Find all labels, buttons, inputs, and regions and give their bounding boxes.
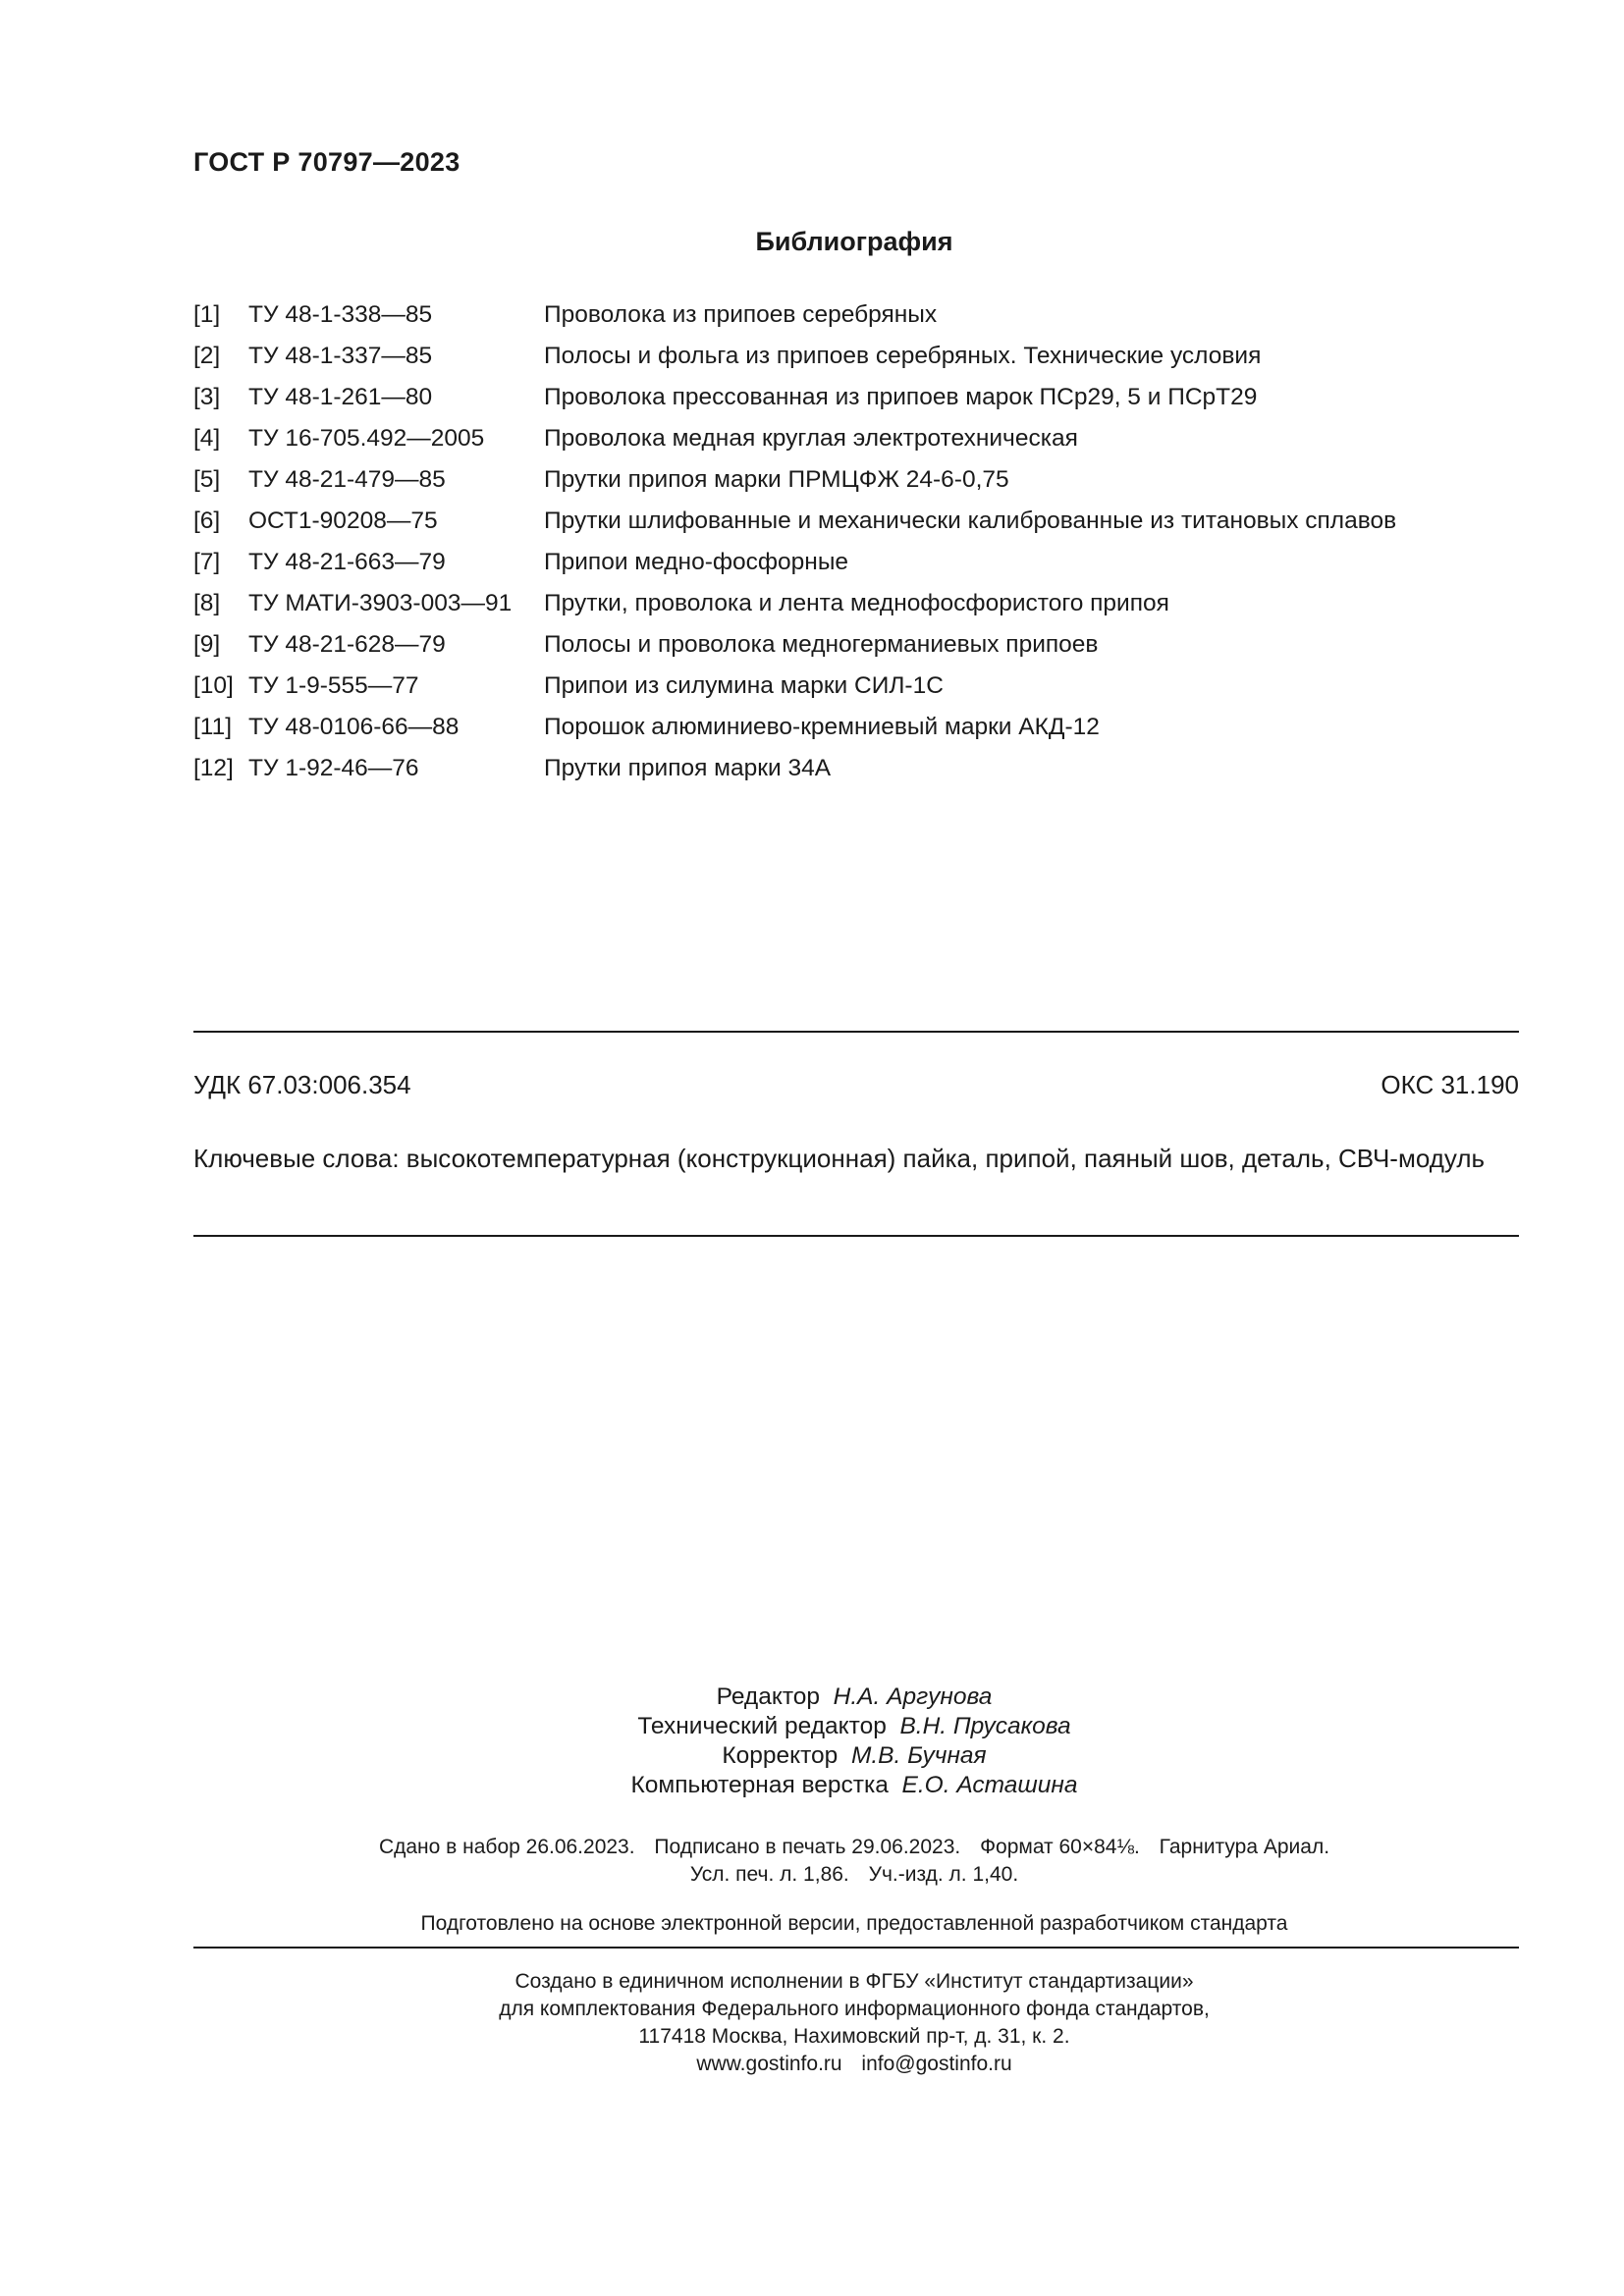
print-format: Формат 60×84⅛. bbox=[980, 1836, 1140, 1858]
bibliography-item-number: [4] bbox=[193, 425, 221, 452]
bibliography-item-title: Припои из силумина марки СИЛ-1С bbox=[544, 672, 944, 699]
bibliography-item-title: Проволока из припоев серебряных bbox=[544, 301, 938, 328]
bibliography-item-code: ТУ 48-1-261—80 bbox=[248, 384, 433, 410]
credit-name: В.Н. Прусакова bbox=[899, 1713, 1071, 1739]
bibliography-item-code: ТУ 48-21-628—79 bbox=[248, 631, 446, 658]
bibliography-item-title: Прутки припоя марки 34А bbox=[544, 755, 832, 781]
bibliography-item-code: ТУ 48-0106-66—88 bbox=[248, 714, 460, 740]
bibliography-item-code: ТУ 48-21-663—79 bbox=[248, 549, 446, 575]
bibliography-item bbox=[193, 546, 1519, 587]
bibliography-item-number: [8] bbox=[193, 590, 221, 616]
publisher-website-link[interactable]: www.gostinfo.ru bbox=[696, 2053, 842, 2075]
print-info-line2 bbox=[0, 1861, 1624, 1889]
bibliography-item bbox=[193, 587, 1519, 628]
oks-code: ОКС 31.190 bbox=[1380, 1070, 1519, 1099]
bibliography-item bbox=[193, 752, 1519, 793]
credit-label: Технический редактор bbox=[637, 1713, 887, 1739]
publisher-line3: 117418 Москва, Нахимовский пр-т, д. 31, к. 2. bbox=[638, 2025, 1070, 2048]
print-printed-sheets: Усл. печ. л. 1,86. bbox=[689, 1863, 849, 1886]
bibliography-item-title: Полосы и проволока медногерманиевых припоев bbox=[544, 631, 1099, 658]
bibliography-item bbox=[193, 669, 1519, 711]
credit-label: Редактор bbox=[716, 1683, 821, 1710]
credit-label: Компьютерная верстка bbox=[630, 1772, 889, 1798]
credit-editor bbox=[0, 1682, 1624, 1712]
bibliography-item-code: ТУ 1-92-46—76 bbox=[248, 755, 419, 781]
credit-proofreader bbox=[0, 1741, 1624, 1771]
udk-code: УДК 67.03:006.354 bbox=[193, 1070, 411, 1099]
bibliography-item-number: [11] bbox=[193, 714, 233, 740]
bibliography-item-title: Прутки, проволока и лента меднофосфористого припоя bbox=[544, 590, 1169, 616]
bibliography-item bbox=[193, 628, 1519, 669]
bibliography-item-title: Припои медно-фосфорные bbox=[544, 549, 849, 575]
bibliography-item-title: Порошок алюминиево-кремниевый марки АКД-12 bbox=[544, 714, 1100, 740]
divider-bottom bbox=[193, 1947, 1519, 1949]
bibliography-item-code: ТУ 48-1-337—85 bbox=[248, 343, 433, 369]
print-signed: Подписано в печать 29.06.2023. bbox=[654, 1836, 961, 1858]
bibliography-item-number: [9] bbox=[193, 631, 221, 658]
credit-name: М.В. Бучная bbox=[850, 1742, 987, 1769]
print-info-line1 bbox=[0, 1834, 1624, 1861]
bibliography-item-title: Проволока прессованная из припоев марок ПСр29, 5 и ПСрТ29 bbox=[544, 384, 1258, 410]
bibliography-item-number: [6] bbox=[193, 507, 221, 534]
bibliography-item bbox=[193, 463, 1519, 505]
credit-layout bbox=[0, 1771, 1624, 1800]
bibliography-item-number: [12] bbox=[193, 755, 234, 781]
bibliography-item-code: ТУ 48-1-338—85 bbox=[248, 301, 433, 328]
bibliography-item bbox=[193, 381, 1519, 422]
credits-block bbox=[0, 1682, 1624, 1800]
publisher-contacts bbox=[0, 2051, 1624, 2078]
publisher-block bbox=[0, 1968, 1624, 2078]
bibliography-item-number: [3] bbox=[193, 384, 221, 410]
bibliography-item bbox=[193, 711, 1519, 752]
prepared-note: Подготовлено на основе электронной версии, предоставленной разработчиком стандарта bbox=[420, 1912, 1288, 1935]
bibliography-list bbox=[193, 298, 1519, 793]
credit-tech-editor bbox=[0, 1712, 1624, 1741]
bibliography-item-number: [2] bbox=[193, 343, 221, 369]
bibliography-item-title: Полосы и фольга из припоев серебряных. Технические условия bbox=[544, 343, 1262, 369]
bibliography-item-code: ТУ 1-9-555—77 bbox=[248, 672, 419, 699]
print-publisher-sheets: Уч.-изд. л. 1,40. bbox=[868, 1863, 1019, 1886]
credit-label: Корректор bbox=[722, 1742, 839, 1769]
keywords: Ключевые слова: высокотемпературная (конструкционная) пайка, припой, паяный шов, деталь, СВЧ-модуль bbox=[193, 1144, 1486, 1173]
bibliography-item-number: [10] bbox=[193, 672, 234, 699]
bibliography-item-code: ТУ 16-705.492—2005 bbox=[248, 425, 485, 452]
divider-top bbox=[193, 1031, 1519, 1033]
divider-keywords bbox=[193, 1235, 1519, 1237]
print-typeface: Гарнитура Ариал. bbox=[1159, 1836, 1330, 1858]
print-info bbox=[0, 1834, 1624, 1889]
print-submitted: Сдано в набор 26.06.2023. bbox=[378, 1836, 635, 1858]
bibliography-item-code: ОСТ1-90208—75 bbox=[248, 507, 438, 534]
publisher-line2: для комплектования Федерального информационного фонда стандартов, bbox=[499, 1998, 1210, 2020]
bibliography-item bbox=[193, 298, 1519, 340]
bibliography-item-title: Проволока медная круглая электротехническая bbox=[544, 425, 1078, 452]
bibliography-title: Библиография bbox=[755, 227, 953, 256]
bibliography-item-number: [7] bbox=[193, 549, 221, 575]
publisher-email-link[interactable]: info@gostinfo.ru bbox=[861, 2053, 1012, 2075]
credit-name: Н.А. Аргунова bbox=[833, 1683, 993, 1710]
bibliography-item-title: Прутки шлифованные и механически калиброванные из титановых сплавов bbox=[544, 507, 1397, 534]
bibliography-item-code: ТУ МАТИ-3903-003—91 bbox=[248, 590, 513, 616]
bibliography-item bbox=[193, 422, 1519, 463]
bibliography-item-title: Прутки припоя марки ПРМЦФЖ 24-6-0,75 bbox=[544, 466, 1009, 493]
bibliography-item bbox=[193, 505, 1519, 546]
bibliography-item-code: ТУ 48-21-479—85 bbox=[248, 466, 446, 493]
bibliography-item-number: [5] bbox=[193, 466, 221, 493]
bibliography-item bbox=[193, 340, 1519, 381]
bibliography-item-number: [1] bbox=[193, 301, 221, 328]
credit-name: Е.О. Асташина bbox=[901, 1772, 1078, 1798]
document-code: ГОСТ Р 70797—2023 bbox=[193, 147, 460, 177]
publisher-line1: Создано в единичном исполнении в ФГБУ «Институт стандартизации» bbox=[514, 1970, 1194, 1993]
